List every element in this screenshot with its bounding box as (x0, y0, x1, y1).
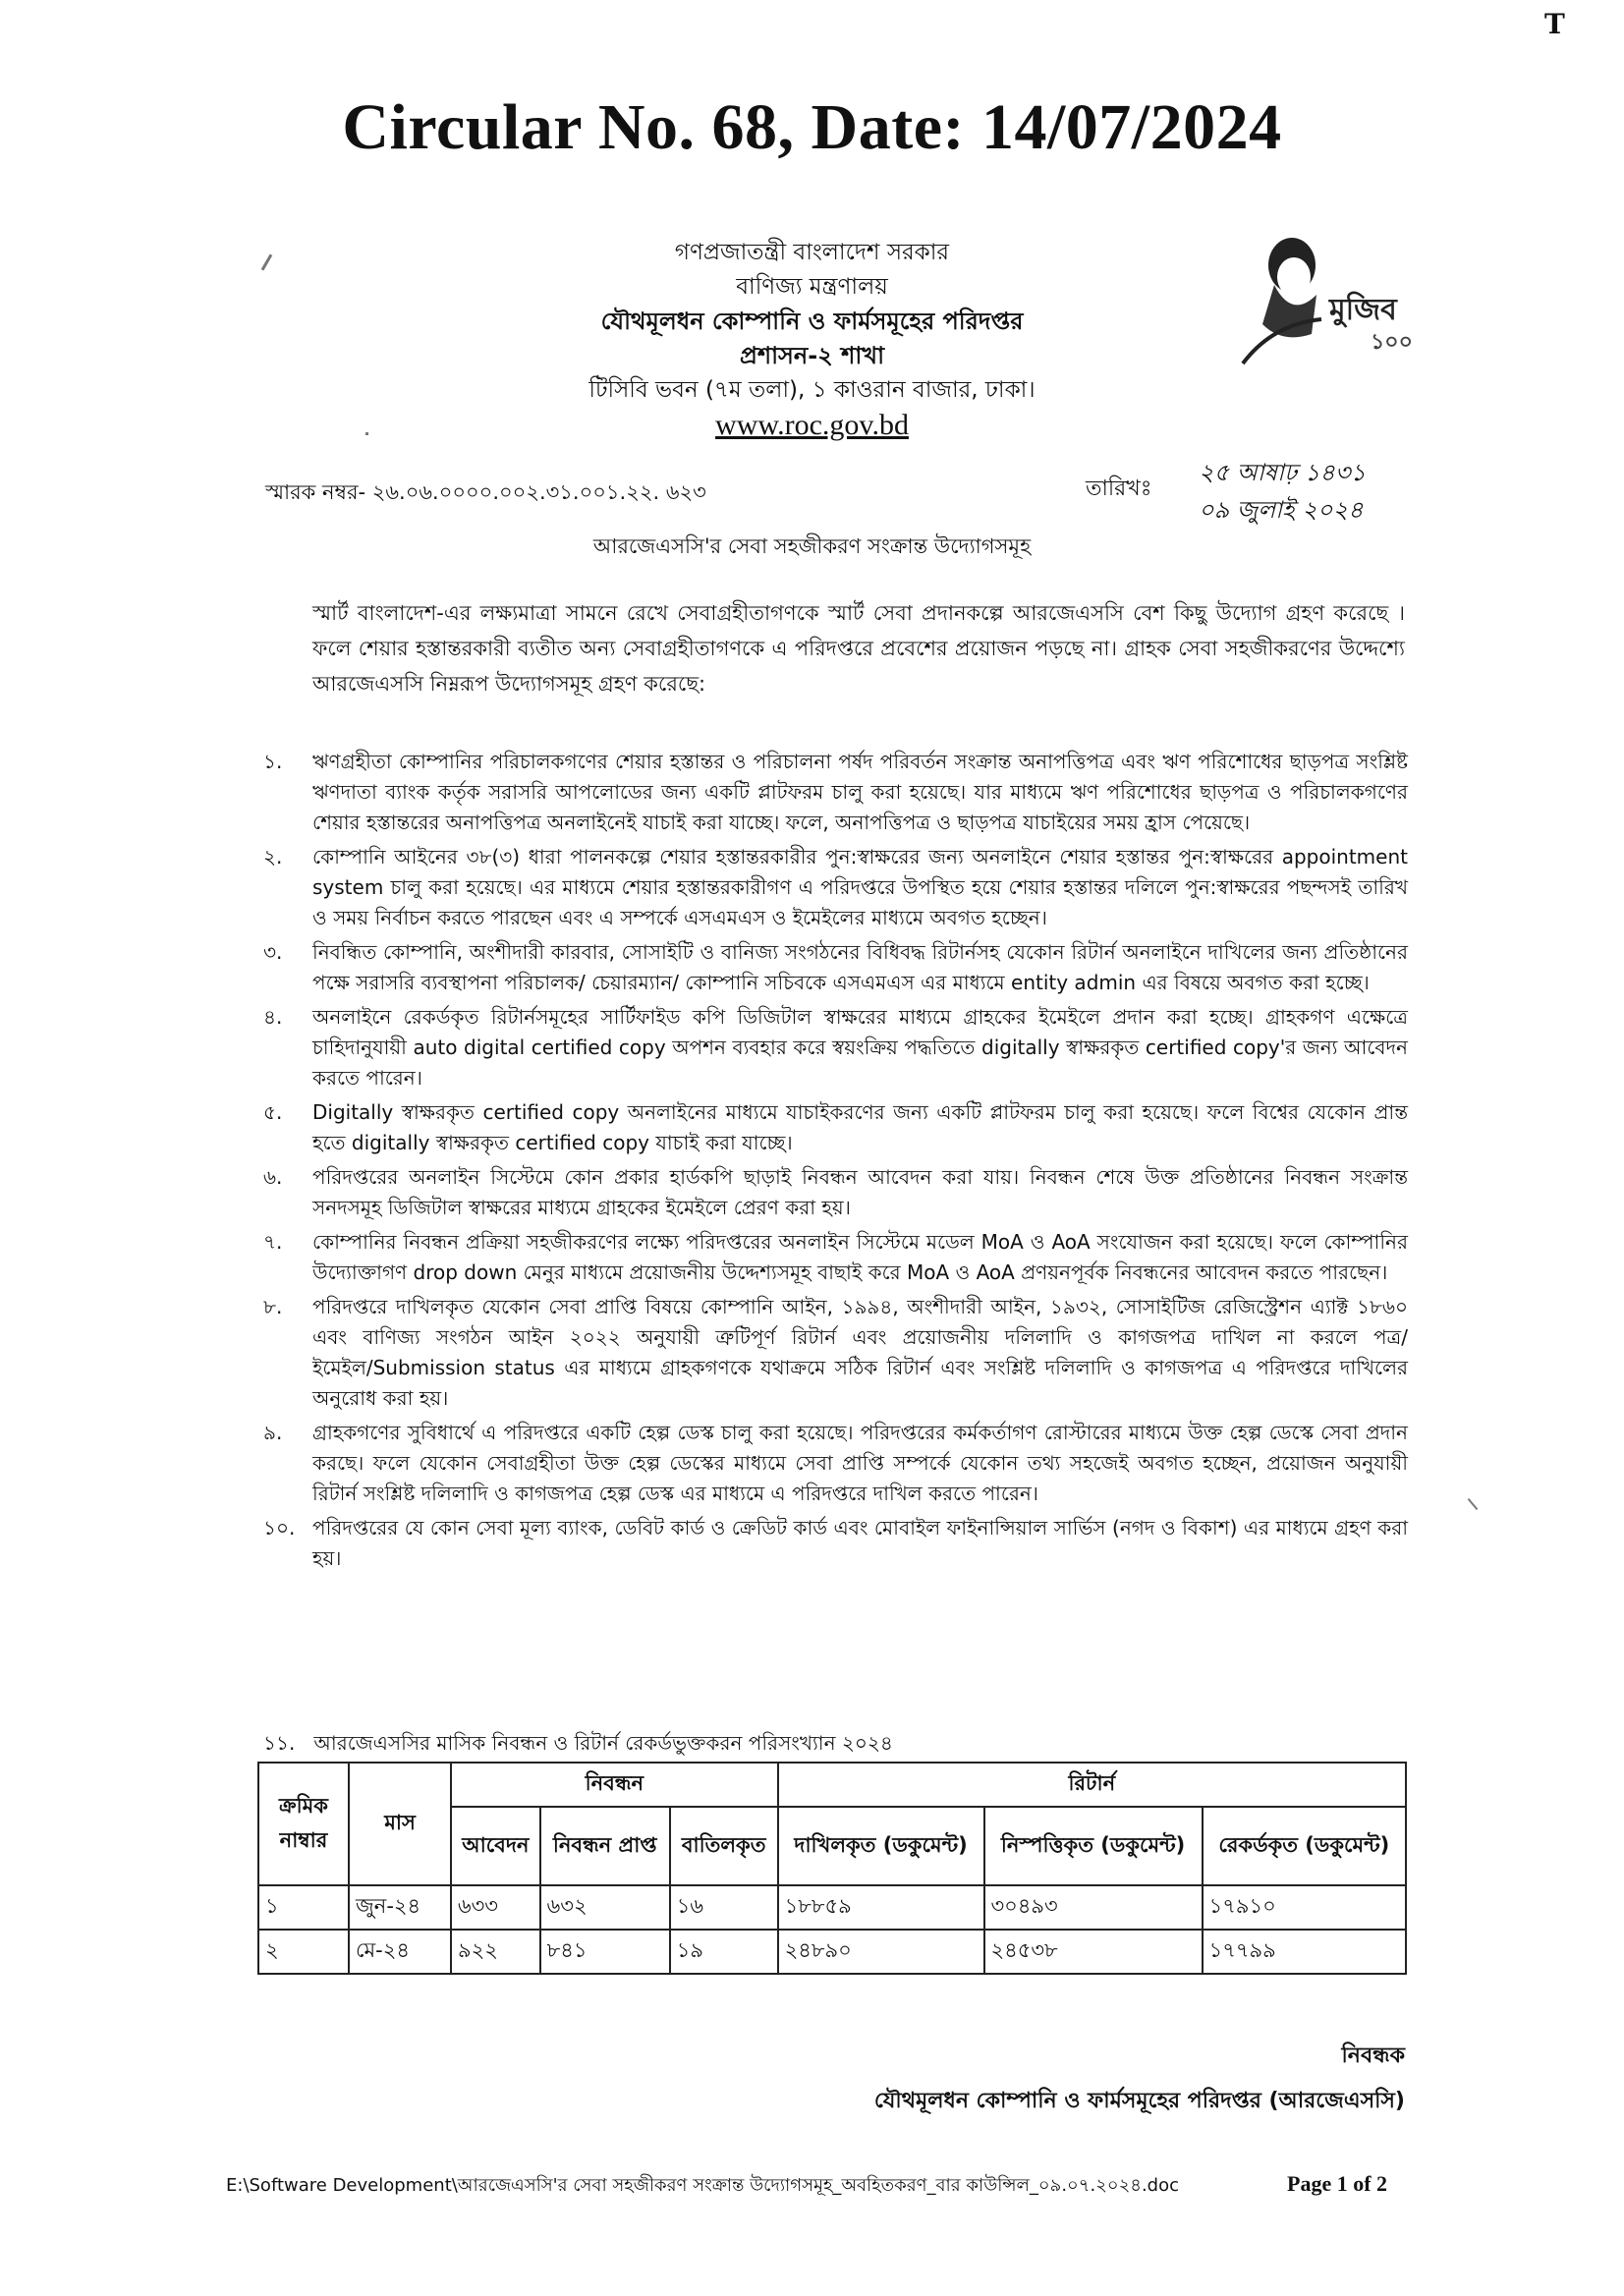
item-number: ১১. (263, 1731, 296, 1755)
footer-file-path: E:\Software Development\আরজেএসসি'র সেবা সহজীকরণ সংক্রান্ত উদ্যোগসমূহ_অবহিতকরণ_বার কাউন্সিল_০৯.০৭.২০২৪.doc (226, 2175, 1180, 2196)
item-text: পরিদপ্তরের যে কোন সেবা মূল্য ব্যাংক, ডেবিট কার্ড ও ক্রেডিট কার্ড এবং মোবাইল ফাইনান্সিয়াল সার্ভিস (নগদ ও বিকাশ) এর মাধ্যমে গ্রহণ করা হয়। (312, 1516, 1408, 1570)
item-number: ৬. (263, 1165, 283, 1189)
item-text: অনলাইনে রেকর্ডকৃত রিটার্নসমূহের সার্টিফাইড কপি ডিজিটাল স্বাক্ষরের মাধ্যমে গ্রাহকের ইমেইলে প্রদান করা হচ্ছে। গ্রাহকগণ এক্ষেত্রে চাহিদানুযায়ী auto digital certified copy অপশন ব্যবহার করে স্বয়ংক্রিয় পদ্ধতিতে digitally স্বাক্ষরকৃত certified copy'র জন্য আবেদন করতে পারেন। (312, 1005, 1408, 1090)
item-number: ৭. (263, 1230, 283, 1254)
branch-name: প্রশাসন-২ শাখা (739, 342, 885, 369)
list-item (263, 1227, 1408, 1288)
svg-text:১০০: ১০০ (1371, 330, 1413, 355)
ministry-name: বাণিজ্য মন্ত্রণালয় (736, 274, 888, 300)
cell-recorded: ১৭৭৯৯ (1203, 1930, 1406, 1974)
memo-number: স্মারক নম্বর- ২৬.০৬.০০০০.০০২.৩১.০০১.২২. ৬২৩ (265, 480, 706, 504)
list-item (263, 937, 1408, 998)
list-item (263, 1513, 1408, 1574)
item-text: পরিদপ্তরে দাখিলকৃত যেকোন সেবা প্রাপ্তি বিষয়ে কোম্পানি আইন, ১৯৯৪, অংশীদারী আইন, ১৯৩২, সোসাইটিজ রেজিস্ট্রেশন এ্যাক্ট ১৮৬০ এবং বাণিজ্য সংগঠন আইন ২০২২ অনুযায়ী ত্রুটিপূর্ণ রিটার্ন এবং প্রয়োজনীয় দলিলাদি ও কাগজপত্র দাখিল না করলে পত্র/ইমেইল/Submission status এর মাধ্যমে গ্রাহকগণকে যথাক্রমে সঠিক রিটার্ন এবং সংশ্লিষ্ট দলিলাদি ও কাগজপত্র এ পরিদপ্তরে দাখিলের অনুরোধ করা হয়। (312, 1295, 1408, 1410)
date-label: তারিখঃ (1086, 476, 1152, 501)
cell-month: জুন-২৪ (349, 1885, 451, 1930)
list-item (263, 1002, 1408, 1093)
item-text: ঋণগ্রহীতা কোম্পানির পরিচালকগণের শেয়ার হস্তান্তর ও পরিচালনা পর্ষদ পরিবর্তন সংক্রান্ত অনাপত্তিপত্র এবং ঋণ পরিশোধের ছাড়পত্র সংশ্লিষ্ট ঋণদাতা ব্যাংক কর্তৃক সরাসরি আপলোডের জন্য একটি প্লাটফরম চালু করা হয়েছে। যার মাধ্যমে ঋণ পরিশোধের ছাড়পত্র ও পরিচালকগণের শেয়ার হস্তান্তরের অনাপত্তিপত্র অনলাইনেই যাচাই করা যাচ্ছে। ফলে, অনাপত্তিপত্র ও ছাড়পত্র যাচাইয়ের সময় হ্রাস পেয়েছে। (312, 750, 1408, 834)
item-number: ২. (263, 845, 283, 868)
page-number: Page 1 of 2 (1287, 2171, 1388, 2196)
header-serial: ক্রমিক নাম্বার (258, 1763, 349, 1885)
office-address: টিসিবি ভবন (৭ম তলা), ১ কাওরান বাজার, ঢাকা। (588, 377, 1036, 403)
date-gregorian: ০৯ জুলাই ২০২৪ (1199, 496, 1364, 524)
statistics-title (263, 1729, 893, 1762)
subject-line: আরজেএসসি'র সেবা সহজীকরণ সংক্রান্ত উদ্যোগসমূহ (592, 534, 1032, 558)
item-text: কোম্পানির নিবন্ধন প্রক্রিয়া সহজীকরণের লক্ষ্যে পরিদপ্তরের অনলাইন সিস্টেমে মডেল MoA ও AoA সংযোজন করা হয়েছে। ফলে কোম্পানির উদ্যোক্তাগণ drop down মেনুর মাধ্যমে প্রয়োজনীয় উদ্দেশ্যসমূহ বাছাই করে MoA ও AoA প্রণয়নপূর্বক নিবন্ধনের আবেদন করতে পারছেন। (312, 1230, 1408, 1284)
cell-serial: ১ (258, 1885, 349, 1930)
mujib-100-logo-icon (1223, 226, 1429, 373)
item-number: ১. (263, 750, 283, 773)
cell-filed: ১৮৮৫৯ (778, 1885, 984, 1930)
cell-filed: ২৪৮৯০ (778, 1930, 984, 1974)
government-name: গণপ্রজাতন্ত্রী বাংলাদেশ সরকার (674, 240, 950, 265)
item-text: কোম্পানি আইনের ৩৮(৩) ধারা পালনকল্পে শেয়ার হস্তান্তরকারীর পুন:স্বাক্ষরের জন্য অনলাইনে শেয়ার হস্তান্তর পুন:স্বাক্ষরের appointment system চালু করা হয়েছে। এর মাধ্যমে শেয়ার হস্তান্তরকারীগণ এ পরিদপ্তরে উপস্থিত হয়ে শেয়ার হস্তান্তর দলিলে পুন:স্বাক্ষরের পছন্দসই তারিখ ও সময় নির্বাচন করতে পারছেন এবং এ সম্পর্কে এসএমএস ও ইমেইলের মাধ্যমে অবগত হচ্ছেন। (312, 845, 1408, 929)
initiatives-list (263, 747, 1408, 1578)
office-website: www.roc.gov.bd (715, 409, 909, 441)
cell-applied: ৬৩৩ (451, 1885, 540, 1930)
cell-registered: ৮৪১ (540, 1930, 670, 1974)
cell-disposed: ২৪৫৩৮ (984, 1930, 1203, 1974)
intro-paragraph: স্মার্ট বাংলাদেশ-এর লক্ষ্যমাত্রা সামনে রেখে সেবাগ্রহীতাগণকে স্মার্ট সেবা প্রদানকল্পে আরজেএসসি বেশ কিছু উদ্যোগ গ্রহণ করেছে । ফলে শেয়ার হস্তান্তরকারী ব্যতীত অন্য সেবাগ্রহীতাগণকে এ পরিদপ্তরে প্রবেশের প্রয়োজন পড়ছে না। গ্রাহক সেবা সহজীকরণের উদ্দেশ্যে আরজেএসসি নিম্নরূপ উদ্যোগসমূহ গ্রহণ করেছে: (312, 601, 1405, 696)
cell-serial: ২ (258, 1930, 349, 1974)
circular-heading: Circular No. 68, Date: 14/07/2024 (342, 91, 1282, 163)
cell-registered: ৬৩২ (540, 1885, 670, 1930)
item-text: Digitally স্বাক্ষরকৃত certified copy অনলাইনের মাধ্যমে যাচাইকরণের জন্য একটি প্লাটফরম চালু করা হয়েছে। ফলে বিশ্বের যেকোন প্রান্ত হতে digitally স্বাক্ষরকৃত certified copy যাচাই করা যাচ্ছে। (312, 1100, 1408, 1154)
header-registration: নিবন্ধন (451, 1763, 778, 1807)
statistics-heading: আরজেএসসির মাসিক নিবন্ধন ও রিটার্ন রেকর্ডভুক্তকরন পরিসংখ্যান ২০২৪ (313, 1731, 893, 1755)
cell-cancelled: ১৬ (670, 1885, 778, 1930)
item-number: ১০. (263, 1516, 296, 1540)
item-number: ৯. (263, 1421, 283, 1444)
item-number: ৫. (263, 1100, 283, 1124)
cell-cancelled: ১৯ (670, 1930, 778, 1974)
statistics-table (257, 1762, 1407, 1975)
header-disposed: নিস্পত্তিকৃত (ডকুমেন্ট) (984, 1807, 1203, 1885)
header-return: রিটার্ন (778, 1763, 1406, 1807)
header-month: মাস (349, 1763, 451, 1885)
list-item (263, 747, 1408, 838)
handwritten-date (1199, 454, 1366, 529)
item-text: গ্রাহকগণের সুবিধার্থে এ পরিদপ্তরে একটি হেল্প ডেস্ক চালু করা হয়েছে। পরিদপ্তরের কর্মকর্তাগণ রোস্টারের মাধ্যমে উক্ত হেল্প ডেস্কে সেবা প্রদান করছে। ফলে যেকোন সেবাগ্রহীতা উক্ত হেল্প ডেস্কের মাধ্যমে সেবা প্রাপ্তি সম্পর্কে যেকোন তথ্য সহজেই অবগত হচ্ছেন, প্রয়োজন অনুযায়ী রিটার্ন সংশ্লিষ্ট দলিলাদি ও কাগজপত্র হেল্প ডেস্ক এর মাধ্যমে এ পরিদপ্তরে দাখিল করতে পারেন। (312, 1421, 1408, 1505)
cell-disposed: ৩০৪৯৩ (984, 1885, 1203, 1930)
signer-title: নিবন্ধক (1341, 2044, 1405, 2068)
header-registered: নিবন্ধন প্রাপ্ত (540, 1807, 670, 1885)
date-bangla: ২৫ আষাঢ় ১৪৩১ (1199, 459, 1367, 486)
office-name: যৌথমূলধন কোম্পানি ও ফার্মসমূহের পরিদপ্তর (600, 308, 1024, 335)
item-number: ৪. (263, 1005, 283, 1029)
list-item (263, 1418, 1408, 1509)
table-row (258, 1885, 1406, 1930)
list-item (263, 1162, 1408, 1223)
svg-text:মুজিব: মুজিব (1329, 293, 1397, 327)
list-item (263, 1097, 1408, 1158)
header-applied: আবেদন (451, 1807, 540, 1885)
item-text: নিবন্ধিত কোম্পানি, অংশীদারী কারবার, সোসাইটি ও বানিজ্য সংগঠনের বিধিবদ্ধ রিটার্নসহ যেকোন রিটার্ন অনলাইনে দাখিলের জন্য প্রতিষ্ঠানের পক্ষে সরাসরি ব্যবস্থাপনা পরিচালক/ চেয়ারম্যান/ কোম্পানি সচিবকে এসএমএস এর মাধ্যমে entity admin এর বিষয়ে অবগত করা হচ্ছে। (312, 940, 1408, 994)
header-cancelled: বাতিলকৃত (670, 1807, 778, 1885)
table-row (258, 1930, 1406, 1974)
cell-applied: ৯২২ (451, 1930, 540, 1974)
corner-mark: T (1544, 8, 1565, 40)
item-number: ৩. (263, 940, 283, 964)
cell-recorded: ১৭৯১০ (1203, 1885, 1406, 1930)
item-text: পরিদপ্তরের অনলাইন সিস্টেমে কোন প্রকার হার্ডকপি ছাড়াই নিবন্ধন আবেদন করা যায়। নিবন্ধন শেষে উক্ত প্রতিষ্ঠানের নিবন্ধন সংক্রান্ত সনদসমূহ ডিজিটাল স্বাক্ষরের মাধ্যমে গ্রাহকের ইমেইলে প্রেরণ করা হয়। (312, 1165, 1408, 1219)
list-item (263, 842, 1408, 933)
cell-month: মে-২৪ (349, 1930, 451, 1974)
header-recorded: রেকর্ডকৃত (ডকুমেন্ট) (1203, 1807, 1406, 1885)
signature-block (0, 2034, 1405, 2124)
item-number: ৮. (263, 1295, 283, 1318)
signer-office: যৌথমূলধন কোম্পানি ও ফার্মসমূহের পরিদপ্তর (আরজেএসসি) (873, 2089, 1405, 2113)
scan-speck (1468, 1498, 1479, 1510)
list-item (263, 1292, 1408, 1414)
scan-speck (365, 432, 368, 435)
header-filed: দাখিলকৃত (ডকুমেন্ট) (778, 1807, 984, 1885)
